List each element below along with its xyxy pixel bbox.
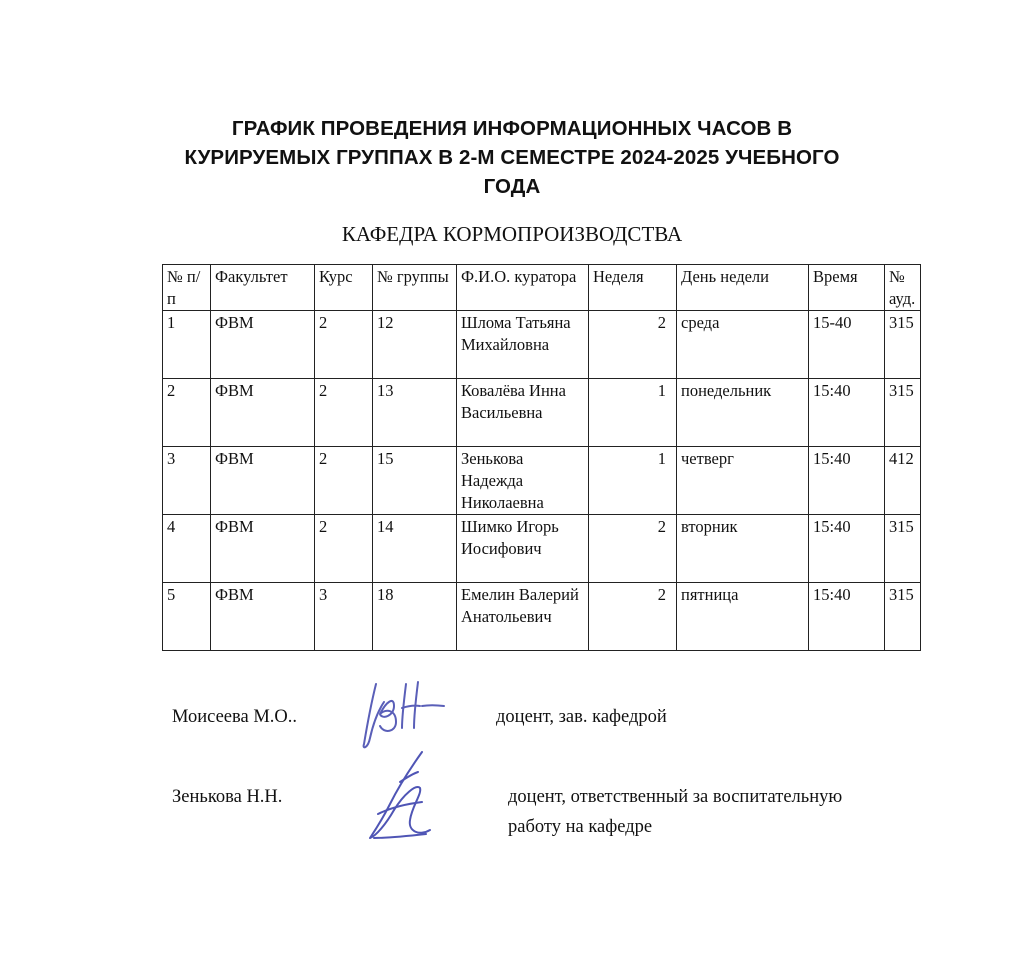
title-line: ГОДА xyxy=(483,175,541,198)
cell-room: 315 xyxy=(885,515,921,583)
title-line: КУРИРУЕМЫХ ГРУППАХ В 2-М СЕМЕСТРЕ 2024-2025 УЧЕБНОГО xyxy=(184,146,840,169)
header-cell-curator: Ф.И.О. куратора xyxy=(457,265,589,311)
cell-curator: Шлома Татьяна Михайловна xyxy=(457,311,589,379)
table-row xyxy=(163,515,921,583)
cell-curator: Ковалёва Инна Васильевна xyxy=(457,379,589,447)
header-cell-group: № группы xyxy=(373,265,457,311)
schedule-table xyxy=(162,264,921,651)
cell-time: 15:40 xyxy=(809,379,885,447)
handwritten-signature xyxy=(360,744,450,848)
table-row xyxy=(163,379,921,447)
signatory-position-continued: работу на кафедре xyxy=(508,817,653,837)
table-row xyxy=(163,583,921,651)
cell-weekday: четверг xyxy=(677,447,809,515)
cell-number: 3 xyxy=(163,447,211,515)
cell-group: 18 xyxy=(373,583,457,651)
cell-weekday: понедельник xyxy=(677,379,809,447)
table-row xyxy=(163,447,921,515)
cell-curator: Емелин Валерий Анатольевич xyxy=(457,583,589,651)
handwritten-signature xyxy=(350,672,460,754)
cell-course: 2 xyxy=(315,447,373,515)
cell-room: 315 xyxy=(885,379,921,447)
cell-group: 13 xyxy=(373,379,457,447)
title-line: ГРАФИК ПРОВЕДЕНИЯ ИНФОРМАЦИОННЫХ ЧАСОВ В xyxy=(231,117,793,140)
cell-weekday: вторник xyxy=(677,515,809,583)
cell-number: 4 xyxy=(163,515,211,583)
cell-weekday: пятница xyxy=(677,583,809,651)
cell-room: 412 xyxy=(885,447,921,515)
cell-curator: Шимко Игорь Иосифович xyxy=(457,515,589,583)
signatory-position: доцент, ответственный за воспитательную xyxy=(508,787,843,807)
cell-time: 15:40 xyxy=(809,447,885,515)
signatory-name: Моисеева М.О.. xyxy=(172,707,298,727)
cell-group: 15 xyxy=(373,447,457,515)
cell-time: 15:40 xyxy=(809,583,885,651)
cell-week: 1 xyxy=(589,447,677,515)
header-cell-room: № ауд. xyxy=(885,265,921,311)
cell-week: 1 xyxy=(589,379,677,447)
signature-strokes-1 xyxy=(364,682,444,747)
signature-strokes-2 xyxy=(370,752,430,838)
document-title xyxy=(100,114,924,201)
cell-group: 12 xyxy=(373,311,457,379)
cell-faculty: ФВМ xyxy=(211,447,315,515)
cell-curator: Зенькова Надежда Николаевна xyxy=(457,447,589,515)
cell-faculty: ФВМ xyxy=(211,583,315,651)
cell-room: 315 xyxy=(885,311,921,379)
header-cell-time: Время xyxy=(809,265,885,311)
cell-faculty: ФВМ xyxy=(211,311,315,379)
cell-course: 2 xyxy=(315,311,373,379)
cell-course: 2 xyxy=(315,515,373,583)
cell-week: 2 xyxy=(589,515,677,583)
cell-group: 14 xyxy=(373,515,457,583)
table-row xyxy=(163,311,921,379)
cell-week: 2 xyxy=(589,311,677,379)
header-cell-faculty: Факультет xyxy=(211,265,315,311)
header-cell-weekday: День недели xyxy=(677,265,809,311)
header-cell-week: Неделя xyxy=(589,265,677,311)
cell-faculty: ФВМ xyxy=(211,379,315,447)
cell-number: 1 xyxy=(163,311,211,379)
header-cell-number: № п/п xyxy=(163,265,211,311)
cell-course: 3 xyxy=(315,583,373,651)
cell-number: 5 xyxy=(163,583,211,651)
cell-time: 15:40 xyxy=(809,515,885,583)
cell-number: 2 xyxy=(163,379,211,447)
cell-time: 15-40 xyxy=(809,311,885,379)
signatory-position: доцент, зав. кафедрой xyxy=(496,707,667,727)
signatory-name: Зенькова Н.Н. xyxy=(172,787,283,807)
cell-faculty: ФВМ xyxy=(211,515,315,583)
table-header-row xyxy=(163,265,921,311)
cell-course: 2 xyxy=(315,379,373,447)
cell-week: 2 xyxy=(589,583,677,651)
cell-room: 315 xyxy=(885,583,921,651)
department-name: КАФЕДРА КОРМОПРОИЗВОДСТВА xyxy=(341,222,683,246)
header-cell-course: Курс xyxy=(315,265,373,311)
cell-weekday: среда xyxy=(677,311,809,379)
